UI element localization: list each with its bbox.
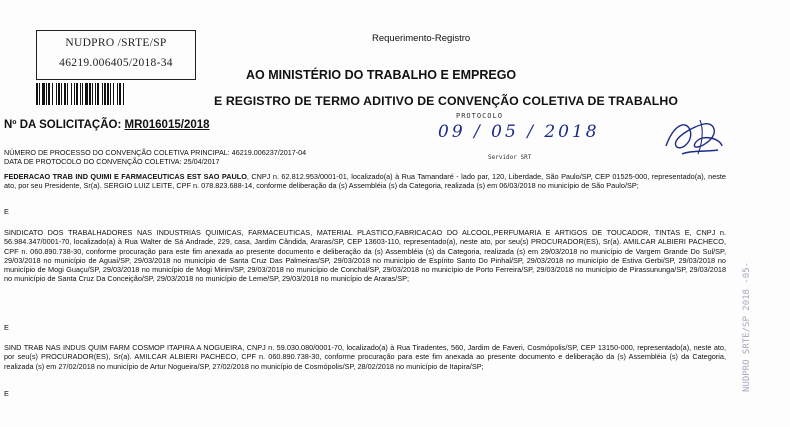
stamp-process-number: 46219.006405/2018-34 xyxy=(59,57,173,69)
party-2-details: , CNPJ n. 56.984.347/0001-70, localizado(a) à Rua Walter de Sá Andrade, 229, casa, Jardim Cândida, Araras/SP, CEP 13603-110, representado(a), neste ato, por seu(s) PROCURADOR(ES), Sr(a). AMILCAR ALBIERI PACHECO, CPF n. 060.890.738-30, conforme procuração para este fim anexada ao presente documento e deliberação da (s) Assembléia (s) da Categoria, realizada (s) em 29/03/2018 no município de Vargem Grande Do Sul/SP, 29/03/2018 no município de Aguaí/SP, 29/03/2018 no município de Santa Cruz Das Palmeiras/SP, 29/03/2018 no município de Espírito Santo Do Pinhal/SP, 29/03/2018 no município de Estiva Gerbi/SP, 29/03/2018 no município de Mogi Guaçu/SP, 29/03/2018 no município de Mogi Mirim/SP, 29/03/2018 no município de Conchal/SP, 29/03/2018 no município de Porto Ferreira/SP, 29/03/2018 no município de Pirassununga/SP, 29/03/2018 no município de Santa Cruz Da Conceição/SP, 29/03/2018 no município de Leme/SP, 29/03/2018 no município de Araras/SP; xyxy=(4,228,726,284)
party-3 xyxy=(4,343,726,371)
protocol-stamp-sub: Servidor SRT xyxy=(488,154,532,161)
barcode xyxy=(36,83,214,105)
protocol-date: 09 / 05 / 2018 xyxy=(438,122,600,142)
separator-e-1: E xyxy=(4,207,9,216)
party-2 xyxy=(4,228,726,284)
request-number-line xyxy=(4,119,210,131)
main-protocol-date: DATA DE PROTOCOLO DO CONVENÇÃO COLETIVA: 25/04/2017 xyxy=(4,157,220,166)
handwritten-signature xyxy=(660,116,730,158)
vertical-stamp-text: NUDPRO SRTE/SP 2018 -05- xyxy=(742,261,752,392)
vertical-receipt-stamp xyxy=(742,242,782,392)
stamp-office: NUDPRO /SRTE/SP xyxy=(65,37,167,49)
request-number-label: Nº DA SOLICITAÇÃO: xyxy=(4,119,125,131)
main-process-number: NÚMERO DE PROCESSO DO CONVENÇÃO COLETIVA PRINCIPAL: 46219.006237/2017-04 xyxy=(4,148,307,157)
separator-e-2: E xyxy=(4,323,9,332)
party-3-name: SIND TRAB NAS INDUS QUIM FARM COSMOP ITAPIRA A NOGUEIRA xyxy=(4,343,243,352)
party-1-name: FEDERACAO TRAB IND QUIMI E FARMACEUTICAS EST SAO PAULO xyxy=(4,172,247,181)
party-1 xyxy=(4,172,726,191)
barcode-bar xyxy=(124,83,125,105)
party-2-name: SINDICATO DOS TRABALHADORES NAS INDUSTRIAS QUIMICAS, FARMACEUTICAS, MATERIAL PLASTICO,FABRICACAO DO ALCOOL,PERFUMARIA E ARTIGOS DE TOUCADOR, TINTAS E xyxy=(4,228,690,237)
separator-e-3: E xyxy=(4,389,9,398)
addressee-heading: AO MINISTÉRIO DO TRABALHO E EMPREGO xyxy=(246,68,517,82)
request-number: MR016015/2018 xyxy=(124,119,210,131)
protocol-stamp-label: PROTOCOLO xyxy=(456,112,503,120)
process-stamp-box xyxy=(36,30,196,80)
document-title: E REGISTRO DE TERMO ADITIVO DE CONVENÇÃO COLETIVA DE TRABALHO xyxy=(214,94,679,108)
party-1-details: , CNPJ n. 62.812.953/0001-01, localizado(a) à Rua Tamandaré - lado par, 120, Liberdade, São Paulo/SP, CEP 01525-000, representado(a), neste ato, por seu Presidente, Sr(a). SERGIO LUIZ LEITE, CPF n. 078.823.688-14, conforme deliberação da (s) Assembléia (s) da Categoria, realizada (s) em 06/03/2018 no município de São Paulo/SP; xyxy=(4,172,726,191)
party-3-details: , CNPJ n. 59.030.080/0001-70, localizado(a) à Rua Tiradentes, 560, Jardim de Faveri, Cosmópolis/SP, CEP 13150-000, representado(a), neste ato, por seu(s) PROCURADOR(ES), Sr(a). AMILCAR ALBIERI PACHECO, CPF n. 060.890.738-30, conforme procuração para este fim anexada ao presente documento e deliberação da (s) Assembléia (s) da Categoria, realizada (s) em 27/02/2018 no município de Artur Nogueira/SP, 27/02/2018 no município de Cosmópolis/SP, 28/02/2018 no município de Itapira/SP; xyxy=(4,343,727,371)
document-type: Requerimento-Registro xyxy=(372,33,471,44)
